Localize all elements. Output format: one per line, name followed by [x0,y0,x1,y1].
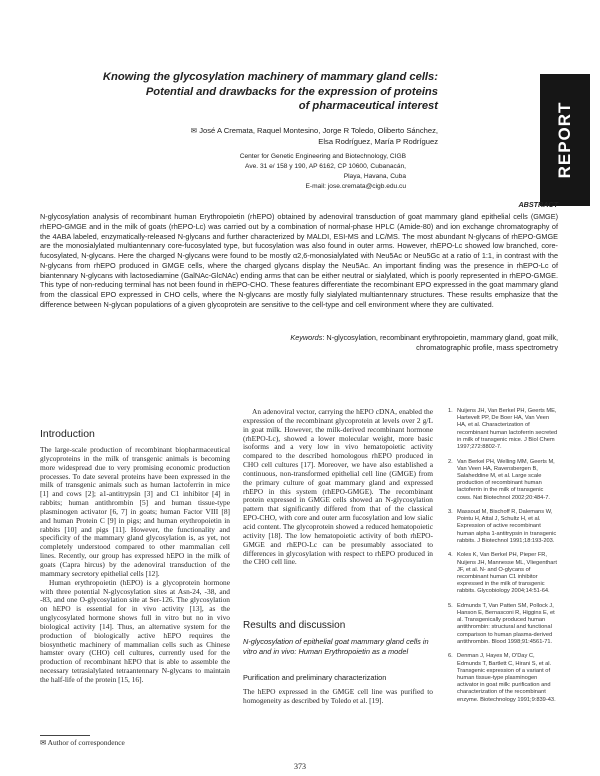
reference-item [448,653,558,703]
abstract-heading: ABSTRACT [518,200,558,209]
introduction-heading: Introduction [40,428,95,440]
reference-text: Massoud M, Bischoff R, Dalemans W, Pointu H, Attal J, Schultz H, et al. Expression of active recombinant human alpha 1-antitrypsin in transgenic rabbits. J Biotechnol 1991;18:193-203. [457,509,557,544]
correspondence-footnote: ✉ Author of correspondence [40,738,125,747]
affiliation-line: Ave. 31 e/ 158 y 190, AP 6162, CP 10600, Cubanacán, [245,163,406,170]
results-subheading: N-glycosylation of epithelial goat mammary gland cells in vitro and in vivo: Human Erythropoietin as a model [243,637,429,656]
reference-number: 2. [448,458,453,465]
footnote-divider [40,735,90,736]
keywords-line-2: chromatographic profile, mass spectrometry [416,342,558,352]
title-line-3: of pharmaceutical interest [298,100,438,112]
column-2-body [243,408,433,567]
intro-paragraph: Human erythropoietin (hEPO) is a glycoprotein hormone with three potential N-glycosylation sites at Asn-24, -38, and -83, and one O-glycosylation site at Ser-126. The glycosylation on hEPO is essential for in vivo activity [13], as the unglycosylated hormone shows full in vitro but no in vivo biological activity [14]. Thus, an alternative system for the production of biologically active hEPO requires the biosynthetic machinery of mammalian cells such as Chinese hamster ovary (CHO) cell cultures, currently used for the production of recombinant hEPO that is able to assemble the necessary tetrasialylated tetraantennary N-glycans to maintain the half-life of the protein [15, 16]. [40,577,230,684]
title-line-1: Knowing the glycosylation machinery of mammary gland cells: [102,71,438,83]
reference-number: 6. [448,653,453,660]
body-paragraph: An adenoviral vector, carrying the hEPO cDNA, enabled the expression of the recombinant glycoprotein at levels over 2 g/L in goat milk. However, the milk-derived recombinant hormone (rhEPO-Lc), showed a lower molecular weight, more basic isoforms and a very low in vivo hematopoietic activity compared to the described homologous rhEPO produced in CHO cell cultures [17]. Moreover, we have also established a continuous, non-transformed epithelial cell line (GMGE) from the primary culture of goat mammary gland and expressed rhEPO in this system (rhEPO-GMGE). The recombinant protein expressed in GMGE cells showed an N-glycosylation pattern that significantly differed from that of the classical EPO-CHO, with core and outer arm fucosylation and low sialic acid content. The glycoprotein showed a reduced hematopoietic activity [18]. The low hematopoietic activity of both rhEPO-GMGE and rhEPO-Lc can be presumably associated to differences in glycosylation with respect to rhEPO produced in the CHO cell line. [243,407,433,567]
keywords-label: Keywords [290,333,323,342]
author-list [130,125,438,147]
abstract-text: N-glycosylation analysis of recombinant human Erythropoietin (rhEPO) obtained by adenoviral transduction of goat mammary gland epithelial cells (GMGE) rhEPO-GMGE and in the milk of goats (rhEPO-Lc) was carried out by a combination of normal-phase HPLC (Amide-80) and ion exchange chromatography of the 4ABA labeled, enzymatically-released N-glycans and further characterized by MALDI, ESI-MS and LC/MS. The most abundant N-glycans of rhEPO-GMGE are the monosialylated multiantennary core-fucosylated type, but fucosylation was also found in outer arms. However, rhEPO-Lc showed low branched, core-fucosylated, N-glycans. Here the charged N-glycans were found to be mostly α2,6-monosialylated with Neu5Ac or Neu5Gc at a ratio of 1:1, in contrast with the N-glycans from rhEPO produced in GMGE cells, where the charged glycans display the Neu5Ac. An important finding was the presence in rhEPO-Lc of biantennary N-glycans with lactosediamine (GalNAc-GlcNAc) ending arms that can be either neutral or sialylated, which is poorly represented in rhEPO-GMGE. This type of non-reducing terminal has not been found in rhEPO-CHO. These features differentiate the recombinant EPO expressed in the goat mammary gland from the classical EPO expressed in CHO cells, where the N-glycans are mostly fully sialylated multiantennary structures. These results emphasize that the difference between N-glycan populations of a given glycoprotein are sensitive to the cell-type and cell environment where they are cultivated. [40,212,558,309]
intro-paragraph: The large-scale production of recombinant biopharmaceutical glycoproteins in the milk of transgenic animals is becoming more widespread due to very promising economic production processes. To date several proteins have been expressed in the milk of transgenic animals such as human lactoferrin in mice [1] and cows [2]; a1-antitrypsin [3] and C1 inhibitor [4] in rabbits; human antithrombin [5] and human tissue-type plasminogen activator [6, 7] in goats; human Factor VIII [8] and human Protein C [9] in pigs; and human erythropoietin in rabbits [10] and pigs [11]. However, the functionality and specificity of the mammary gland glycosylation is, as yet, not completely understood compared to other mammalian cell lines. Recently, our group has expressed hEPO in the milk of goats (Capra hircus) by the adenoviral transduction of the mammary secretory epithelial cells [12]. [40,445,230,578]
authors-line-1: ✉ José A Cremata, Raquel Montesino, Jorge R Toledo, Oliberto Sánchez, [190,126,438,135]
reference-item [448,603,558,646]
reference-text: Van Berkel PH, Welling MM, Geerts M, Van Veen HA, Ravensbergen B, Salaheddine M, et al. Large scale production of recombinant human lactoferrin in the milk of transgenic cows. Nat Biotechnol 2002;20:484-7. [457,458,555,501]
reference-text: Denman J, Hayes M, O'Day C, Edmunds T, Bartlett C, Hirani S, et al. Transgenic expression of a variant of human tissue-type plasminogen activator in goat milk: purification and characterization of the recombinant enzyme. Biotechnology 1991;9:839-43. [457,653,556,703]
reference-text: Nuijens JH, Van Berkel PH, Geerts ME, Hartevelt PP, De Boer HA, Van Veen HA, et al. Characterization of recombinant human lactoferrin secreted in milk of transgenic mice. J Biol Chem 1997;272:8802-7. [457,408,558,451]
keywords-line-1: : N-glycosylation, recombinant erythropoietin, mammary gland, goat milk, [322,333,558,342]
article-title [20,70,438,114]
reference-text: Edmunds T, Van Patten SM, Pollock J, Hanson E, Bernasconi R, Higgins E, et al. Transgenically produced human antithrombin: structural and functional comparison to human plasma-derived antithrombin. Blood 1998;91:4561-71. [457,602,555,645]
reference-item [448,509,558,545]
affiliation-email[interactable]: E-mail: jose.cremata@cigb.edu.cu [305,183,406,190]
reference-item [448,408,558,451]
keywords [150,333,558,352]
results-subsubheading: Purification and preliminary characterization [243,673,387,682]
authors-line-2: Elsa Rodríguez, María P Rodríguez [318,137,438,146]
affiliation-line: Playa, Havana, Cuba [343,173,406,180]
results-heading: Results and discussion [243,620,346,631]
results-paragraph: The hEPO expressed in the GMGE cell line was purified to homogeneity as described by Toledo et al. [19]. [243,687,433,705]
affiliation-line: Center for Genetic Engineering and Biotechnology, CIGB [239,153,406,160]
section-tab-label: REPORT [555,101,574,179]
reference-number: 3. [448,509,453,516]
reference-number: 1. [448,408,453,414]
affiliation [200,152,406,192]
section-tab [540,74,590,206]
reference-list [448,408,558,704]
introduction-body [40,446,230,685]
page-number: 373 [294,762,306,771]
references-column [448,408,558,711]
reference-item [448,552,558,595]
reference-number: 4. [448,552,453,559]
title-line-2: Potential and drawbacks for the expression of proteins [145,85,438,98]
reference-text: Koles K, Van Berkel PH, Pieper FR, Nuijens JH, Mannesse ML, Vliegenthart JF, et al. N- and O-glycans of recombinant human C1 inhibitor expressed in the milk of transgenic rabbits. Glycobiology 2004;14:51-64. [457,552,557,595]
reference-number: 5. [448,602,453,609]
reference-item [448,459,558,502]
